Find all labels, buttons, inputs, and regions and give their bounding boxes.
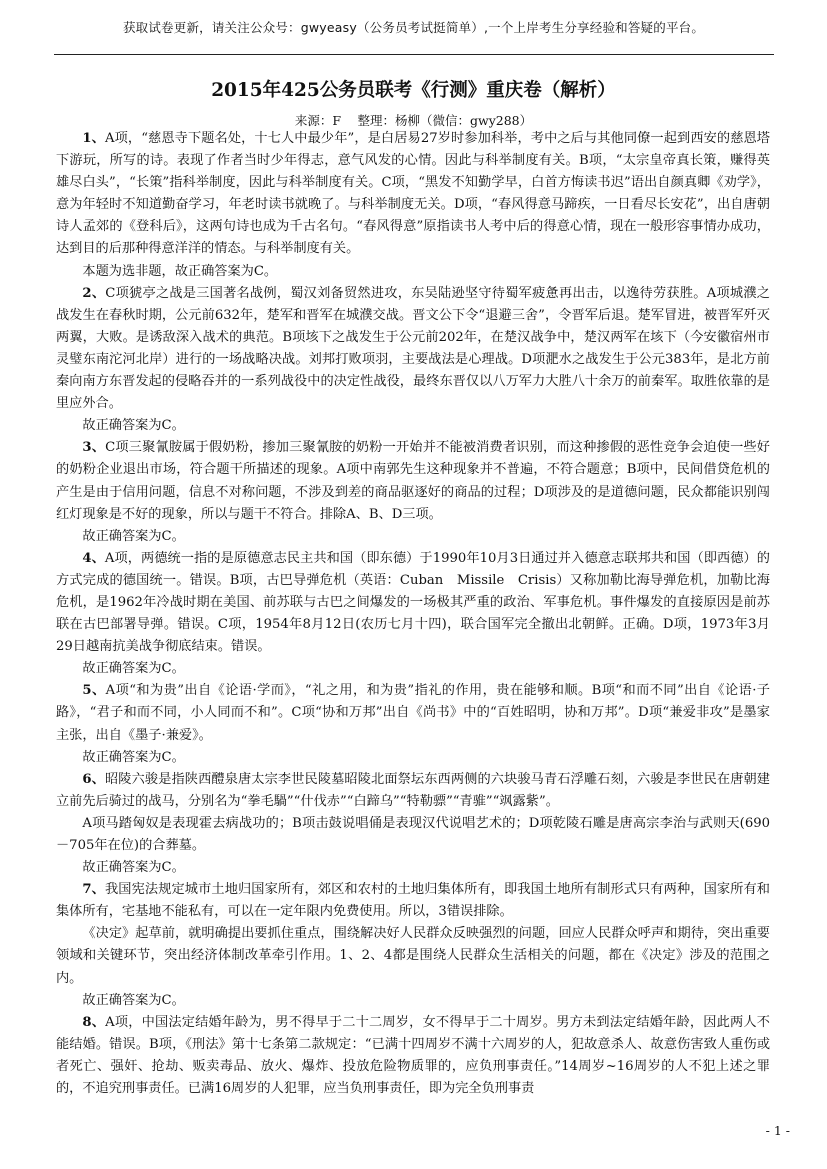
question-1 <box>56 128 770 261</box>
question-7 <box>56 879 770 923</box>
question-5 <box>56 680 770 746</box>
question-explanation: 昭陵六骏是指陕西醴泉唐太宗李世民陵墓昭陵北面祭坛东西两侧的六块骏马青石浮雕石刻，六骏是李世民在唐朝建立前先后骑过的战马，分别名为“拳毛騧”“什伐赤”“白蹄乌”“特勒骠”“青骓”“飒露紫”。 <box>56 771 770 809</box>
question-explanation: C项三聚氰胺属于假奶粉，掺加三聚氰胺的奶粉一开始并不能被消费者识别，而这种掺假的恶性竞争会迫使一些好的奶粉企业退出市场，符合题干所描述的现象。A项中南郭先生这种现象并不普遍，不符合题意；B项中，民间借贷危机的产生是由于信用问题，信息不对称问题，不涉及到差的商品驱逐好的商品的过程；D项涉及的是道德问题，民众都能识别闯红灯现象是不好的现象，所以与题干不符合。排除A、B、D三项。 <box>56 440 770 522</box>
answer-line: 故正确答案为C。 <box>82 418 185 434</box>
question-number: 2、 <box>82 285 106 301</box>
question-8 <box>56 1012 770 1100</box>
question-number: 5、 <box>82 683 106 699</box>
answer-line: 本题为选非题，故正确答案为C。 <box>82 263 278 279</box>
question-number: 3、 <box>82 440 106 456</box>
question-number: 6、 <box>82 771 105 787</box>
answer-line: 故正确答案为C。 <box>82 749 185 765</box>
question-explanation: 我国宪法规定城市土地归国家所有，郊区和农村的土地归集体所有，即我国土地所有制形式只有两种，国家所有和集体所有，宅基地不能私有，可以在一定年限内免费使用。所以，3错误排除。 <box>56 882 770 920</box>
document-body <box>56 128 770 1100</box>
question-explanation: A项，两德统一指的是原德意志民主共和国（即东德）于1990年10月3日通过并入德意志联邦共和国（即西德）的方式完成的德国统一。错误。B项，古巴导弹危机（英语：Cuban Missile Crisis）又称加勒比海导弹危机，加勒比海危机，是1962年冷战时期在美国、前苏联与古巴之间爆发的一场极其严重的政治、军事危机。事件爆发的直接原因是前苏联在古巴部署导弹。错误。C项，1954年8月12日(农历七月十四)，联合国军完全撤出北朝鲜。正确。D项，1973年3月29日越南抗美战争彻底结束。错误。 <box>56 550 770 655</box>
source-line: 来源：F 整理：杨柳（微信：gwy288） <box>294 113 533 128</box>
answer-line: 故正确答案为C。 <box>82 860 185 876</box>
header-divider <box>54 54 774 55</box>
answer-line: 故正确答案为C。 <box>82 528 185 544</box>
question-number: 1、 <box>82 131 105 146</box>
question-explanation: A项，中国法定结婚年龄为，男不得早于二十二周岁，女不得早于二十周岁。男方未到法定结婚年龄，因此两人不能结婚。错误。B项，《刑法》第十七条第二款规定：“已满十四周岁不满十六周岁的人，犯故意杀人、故意伤害致人重伤或者死亡、强奸、抢劫、贩卖毒品、放火、爆炸、投放危险物质罪的，应负刑事责任。”14周岁~16周岁的人不犯上述之罪的，不追究刑事责任。已满16周岁的人犯罪，应当负刑事责任，即为完全负刑事责 <box>56 1014 770 1097</box>
question-number: 4、 <box>82 550 105 566</box>
page-number: - 1 - <box>765 1123 790 1138</box>
question-number: 7、 <box>82 882 105 898</box>
question-explanation: A项，“慈恩寺下题名处，十七人中最少年”，是白居易27岁时参加科举，考中之后与其他同僚一起到西安的慈恩塔下游玩，所写的诗。表现了作者当时少年得志，意气风发的心情。因此与科举制度有关。B项，“太宗皇帝真长策，赚得英雄尽白头”，“长策”指科举制度，因此与科举制度有关。C项，“黑发不知勤学早，白首方悔读书迟”语出自颜真卿《劝学》，意为年轻时不知道勤奋学习，年老时读书就晚了。与科举制度无关。D项，“春风得意马蹄疾，一日看尽长安花”，出自唐朝诗人孟郊的《登科后》，这两句诗也成为千古名句。“春风得意”原指读书人考中后的得意心情，现在一般形容事情办成功，达到目的后那种得意洋洋的情态。与科举制度有关。 <box>56 131 770 257</box>
question-explanation: C项猇亭之战是三国著名战例，蜀汉刘备贸然进攻，东吴陆逊坚守待蜀军疲惫再出击，以逸待劳获胜。A项城濮之战发生在春秋时期，公元前632年，楚军和晋军在城濮交战。晋文公下令“退避三舍”，令晋军后退。楚军冒进，被晋军歼灭两翼，大败。是诱敌深入战术的典范。B项垓下之战发生于公元前202年，在楚汉战争中，楚汉两军在垓下（今安徽宿州市灵璧东南沱河北岸）进行的一场战略决战。刘邦打败项羽，主要战法是心理战。D项淝水之战发生于公元383年，是北方前秦向南方东晋发起的侵略吞并的一系列战役中的决定性战役，最终东晋仅以八万军力大胜八十余万的前秦军。取胜依靠的是里应外合。 <box>56 285 770 412</box>
question-2 <box>56 283 770 416</box>
question-extra: 《决定》起草前，就明确提出要抓住重点，围绕解决好人民群众反映强烈的问题，回应人民群众呼声和期待，突出重要领域和关键环节，突出经济体制改革牵引作用。1、2、4都是围绕人民群众生活相关的问题，都在《决定》涉及的范围之内。 <box>56 926 770 986</box>
question-3 <box>56 437 770 525</box>
header-notice: 获取试卷更新，请关注公众号：gwyeasy（公务员考试挺简单）,一个上岸考生分享经验和答疑的平台。 <box>122 20 705 35</box>
answer-line: 故正确答案为C。 <box>82 661 185 677</box>
question-6 <box>56 769 770 813</box>
question-explanation: A项“和为贵”出自《论语·学而》，“礼之用，和为贵”指礼的作用，贵在能够和顺。B项“和而不同”出自《论语·子路》，“君子和而不同，小人同而不和”。C项“协和万邦”出自《尚书》中的“百姓昭明，协和万邦”。D项“兼爱非攻”是墨家主张，出自《墨子·兼爱》。 <box>56 683 770 743</box>
question-number: 8、 <box>82 1014 106 1030</box>
page-title: 2015年425公务员联考《行测》重庆卷（解析） <box>211 80 616 101</box>
question-extra: A项马踏匈奴是表现霍去病战功的；B项击鼓说唱俑是表现汉代说唱艺术的；D项乾陵石雕是唐高宗李治与武则天(690－705年在位)的合葬墓。 <box>56 815 770 853</box>
answer-line: 故正确答案为C。 <box>82 992 185 1008</box>
question-4 <box>56 548 770 658</box>
